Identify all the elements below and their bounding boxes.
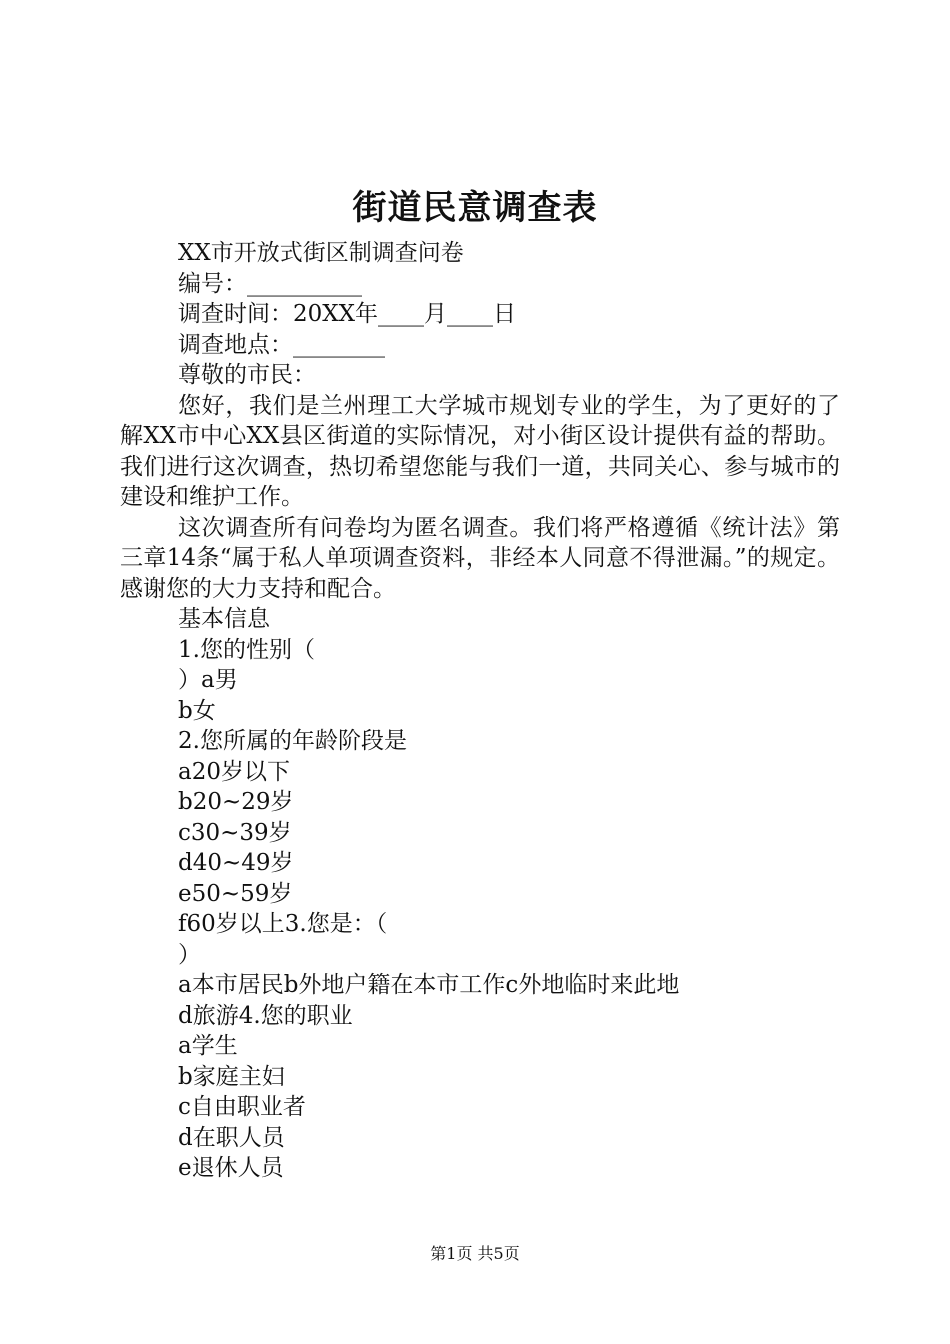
salutation: 尊敬的市民：	[178, 362, 316, 388]
question-gender: 1.您的性别（	[178, 636, 315, 663]
document-title: 街道民意调查表	[352, 188, 598, 228]
privacy-paragraph: 这次调查所有问卷均为匿名调查。我们将严格遵循《统计法》第三章14条“属于私人单项调查资料，非经本人同意不得泄漏。”的规定。感谢您的大力支持和配合。	[120, 514, 840, 602]
section-heading-basic-info: 基本信息	[178, 606, 270, 632]
option-freelancer: c自由职业者	[178, 1094, 306, 1120]
page-footer: 第1页 共5页	[430, 1244, 520, 1263]
question-residence-close: ）	[178, 941, 201, 968]
option-age-50-59: e50~59岁	[178, 880, 293, 907]
option-tourist-and-question-occupation: d旅游4.您的职业	[178, 1002, 353, 1029]
option-age-30-39: c30~39岁	[178, 819, 292, 846]
intro-paragraph: 您好，我们是兰州理工大学城市规划专业的学生，为了更好的了解XX市中心XX县区街道的实际情况，对小街区设计提供有益的帮助。我们进行这次调查，热切希望您能与我们一道，共同关心、参与城市的建设和维护工作。	[120, 392, 840, 510]
option-age-20-29: b20~29岁	[178, 789, 294, 815]
survey-time-line: 调查时间：20XX年____月____日	[178, 301, 517, 327]
options-residence: a本市居民b外地户籍在本市工作c外地临时来此地	[178, 972, 680, 998]
option-student: a学生	[178, 1033, 238, 1059]
option-age-40-49: d40~49岁	[178, 850, 294, 876]
option-male: ）a男	[178, 667, 238, 693]
option-housewife: b家庭主妇	[178, 1063, 285, 1090]
option-retired: e退休人员	[178, 1155, 284, 1181]
question-age: 2.您所属的年龄阶段是	[178, 728, 407, 754]
option-age-under-20: a20岁以下	[178, 758, 290, 785]
document-body	[120, 238, 840, 1184]
survey-location-line: 调查地点：________	[178, 331, 385, 358]
option-female: b女	[178, 697, 216, 724]
survey-heading: XX市开放式街区制调查问卷	[178, 240, 464, 266]
option-employed: d在职人员	[178, 1124, 285, 1151]
serial-number-line: 编号：__________	[178, 270, 362, 297]
option-age-60-plus-and-question-residence: f60岁以上3.您是：（	[178, 911, 388, 937]
